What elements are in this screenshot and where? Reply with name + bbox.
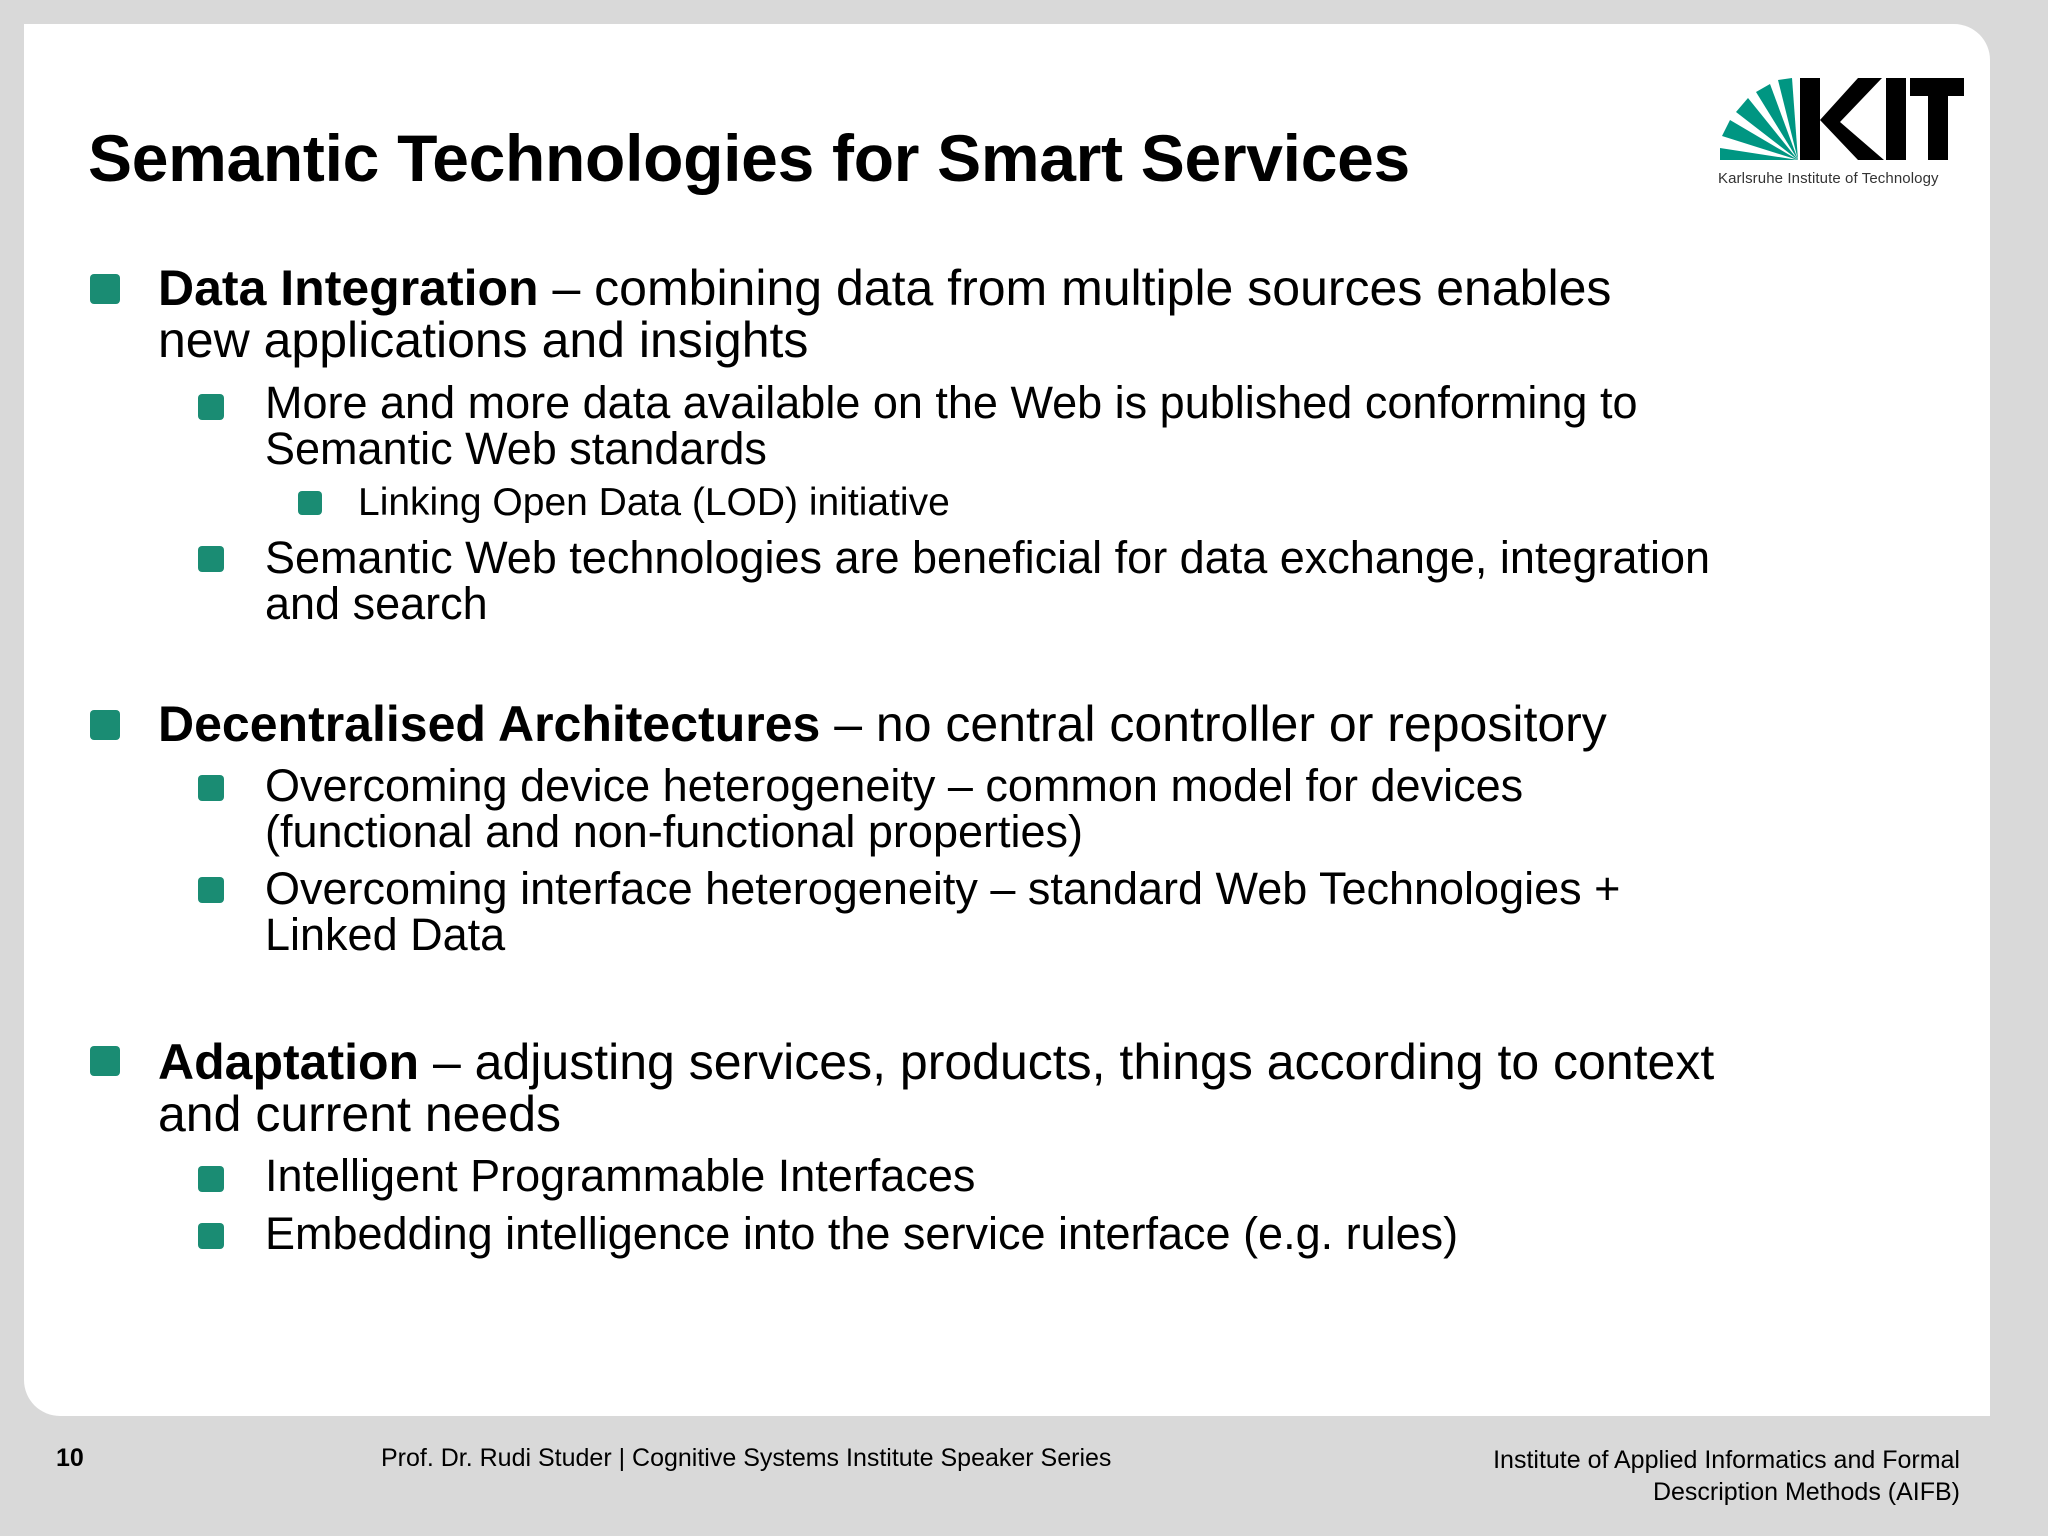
sub-bullet-text: Intelligent Programmable Interfaces [265,1150,976,1201]
kit-logo [1716,70,1966,194]
bullet-data-integration [158,262,1611,314]
bullet-text: – no central controller or repository [820,696,1607,752]
footer-institute-line1: Institute of Applied Informatics and Formal [1493,1446,1960,1474]
bullet-decentralised-architectures [158,698,1607,750]
bullet-icon [90,710,120,740]
sub-bullet-text-continued: and search [265,578,488,629]
bullet-adaptation [158,1036,1714,1088]
footer-institute-line2: Description Methods (AIFB) [1652,1478,1960,1506]
bullet-text-continued: and current needs [158,1086,562,1142]
bullet-heading: Adaptation [158,1034,420,1090]
footer-presenter: Prof. Dr. Rudi Studer | Cognitive Systems Institute Speaker Series [381,1444,1112,1472]
sub-bullet-text: Semantic Web technologies are beneficial for data exchange, integration [265,532,1711,583]
page-number: 10 [56,1444,84,1472]
kit-logo-caption: Karlsruhe Institute of Technology [1718,170,1939,187]
sub-bullet-text: Overcoming device heterogeneity – common model for devices [265,760,1524,811]
bullet-icon [198,546,224,572]
footer-institute [1493,1444,1960,1508]
bullet-text: – combining data from multiple sources enables [538,260,1612,316]
bullet-heading: Data Integration [158,260,539,316]
bullet-text-continued: new applications and insights [158,312,809,368]
sub-bullet-text-continued: Semantic Web standards [265,423,767,474]
bullet-icon [90,274,120,304]
bullet-icon [198,394,224,420]
bullet-icon [198,1223,224,1249]
sub-bullet-text: More and more data available on the Web is published conforming to [265,377,1638,428]
bullet-heading: Decentralised Architectures [158,696,821,752]
kit-logo-icon [1716,70,1966,170]
bullet-icon [198,1166,224,1192]
slide-title: Semantic Technologies for Smart Services [88,121,1410,195]
bullet-icon [90,1046,120,1076]
sub-sub-bullet-text: Linking Open Data (LOD) initiative [358,481,950,524]
bullet-icon [198,877,224,903]
sub-bullet-text-continued: Linked Data [265,909,506,960]
sub-bullet-text: Overcoming interface heterogeneity – standard Web Technologies + [265,863,1621,914]
bullet-icon [198,775,224,801]
sub-bullet-text-continued: (functional and non-functional properties) [265,806,1083,857]
bullet-icon [298,491,322,515]
sub-bullet-text: Embedding intelligence into the service interface (e.g. rules) [265,1208,1459,1259]
bullet-text: – adjusting services, products, things according to context [419,1034,1715,1090]
